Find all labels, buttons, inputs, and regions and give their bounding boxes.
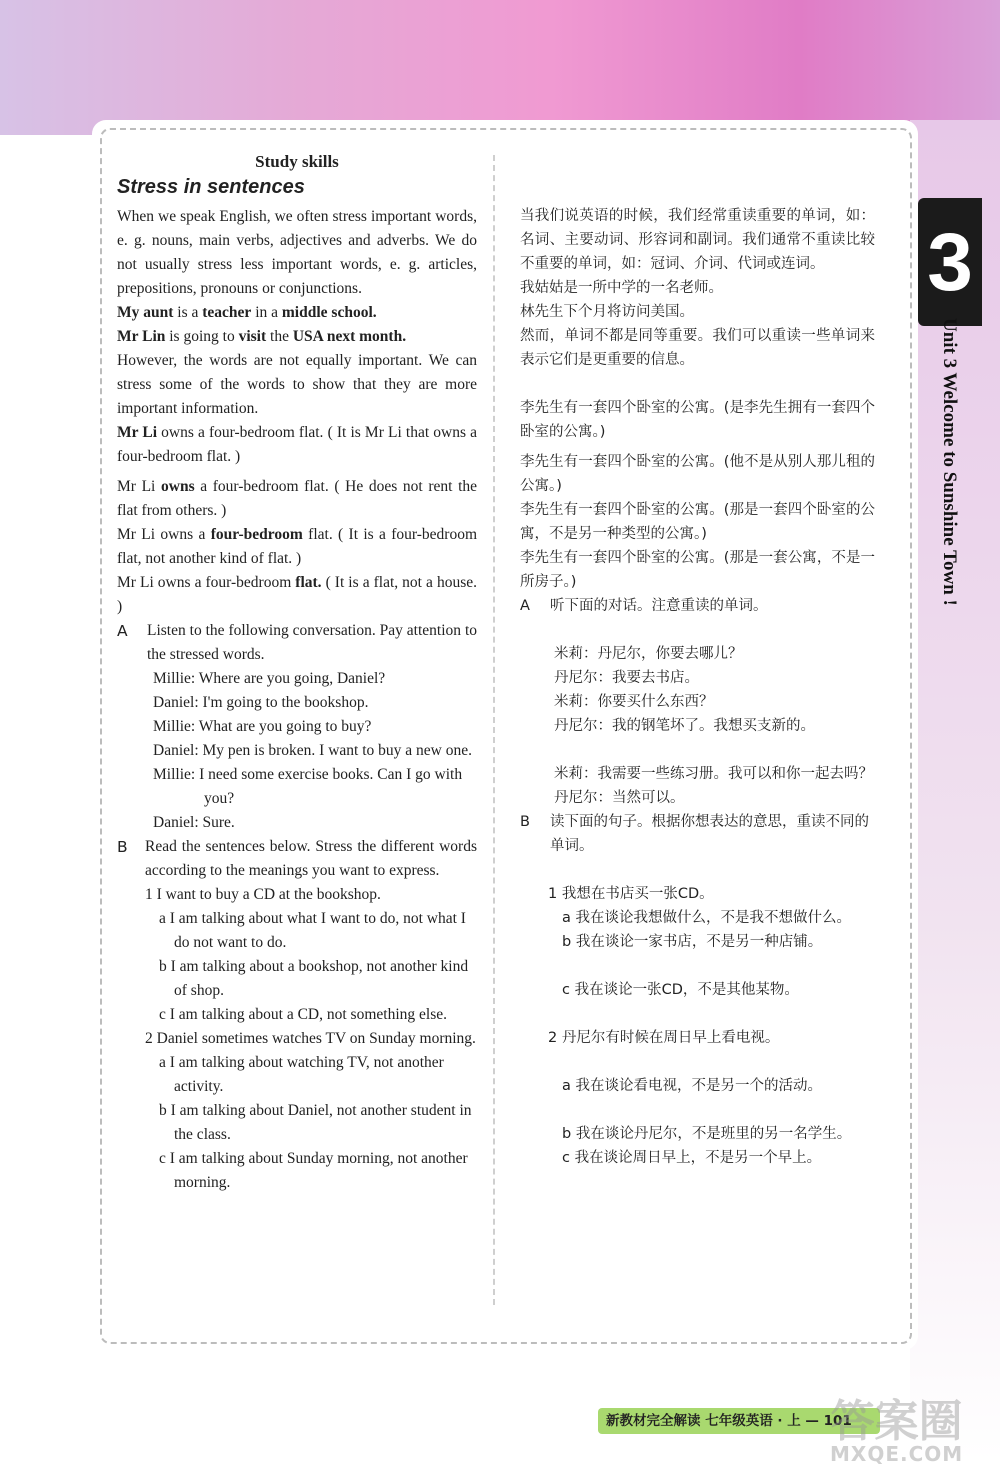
dialogue-line: Daniel: Sure. (153, 814, 235, 831)
study-skills-heading: Study skills (255, 152, 339, 171)
dialogue-translation (554, 642, 875, 810)
sentence-2-translation: 2 丹尼尔有时候在周日早上看电视。 (548, 1030, 780, 1046)
example-2-translation: 林先生下个月将访问美国。 (520, 304, 694, 320)
exercise-b-label: B (520, 814, 530, 830)
dialogue-line: Millie: I need some exercise books. Can I go with you? (153, 766, 463, 807)
dialogue (153, 667, 477, 835)
dialogue-line: 米莉：丹尼尔，你要去哪儿？ (554, 646, 743, 662)
mr-li-example-3: Mr Li owns a four-bedroom flat. ( It is a four-bedroom flat, not another kind of flat. ) (117, 526, 478, 567)
exercise-a-label: A (520, 598, 530, 614)
dialogue-line: 丹尼尔：当然可以。 (554, 790, 685, 806)
sentence-1-option-b: b I am talking about a bookshop, not another kind of shop. (159, 958, 469, 999)
sentence-2-b-translation: b 我在谈论丹尼尔，不是班里的另一名学生。 (562, 1126, 852, 1142)
watermark-url: MXQE.COM (830, 1442, 964, 1466)
sentence-1-option-a: a I am talking about what I want to do, not what I do not want to do. (159, 910, 466, 951)
sentence-1-translation: 1 我想在书店买一张CD。 (548, 886, 714, 902)
sentence-2-c-translation: c 我在谈论周日早上，不是另一个早上。 (562, 1150, 822, 1166)
dialogue-line: Millie: What are you going to buy? (153, 718, 372, 735)
exercise-b-text: Read the sentences below. Stress the different words according to the meanings you want to express. (145, 838, 477, 879)
exercise-a-text: Listen to the following conversation. Pay attention to the stressed words. (147, 622, 477, 663)
mr-li-example-1: Mr Li owns a four-bedroom flat. ( It is Mr Li that owns a four-bedroom flat. ) (117, 424, 477, 465)
sentence-1-b-translation: b 我在谈论一家书店，不是另一种店铺。 (562, 934, 823, 950)
sentence-1-option-c: c I am talking about a CD, not something else. (159, 1006, 447, 1023)
dialogue-line: 丹尼尔：我的钢笔坏了。我想买支新的。 (554, 718, 815, 734)
sentence-2: 2 Daniel sometimes watches TV on Sunday morning. (145, 1030, 476, 1047)
dialogue-line: 米莉：你要买什么东西？ (554, 694, 714, 710)
mr-li-3-translation: 李先生有一套四个卧室的公寓。(那是一套四个卧室的公寓，不是另一种类型的公寓。) (520, 502, 875, 542)
however-translation: 然而，单词不都是同等重要。我们可以重读一些单词来表示它们是更重要的信息。 (520, 328, 875, 368)
sentence-1-a-translation: a 我在谈论我想做什么，不是我不想做什么。 (562, 910, 851, 926)
sentence-2-option-c: c I am talking about Sunday morning, not another morning. (159, 1150, 468, 1191)
dialogue-line: 米莉：我需要一些练习册。我可以和你一起去吗？ (554, 766, 873, 782)
mr-li-2-translation: 李先生有一套四个卧室的公寓。(他不是从别人那儿租的公寓。) (520, 454, 875, 494)
watermark (830, 1396, 964, 1466)
exercise-a-label: A (117, 622, 128, 640)
sentence-2-option-a: a I am talking about watching TV, not another activity. (159, 1054, 444, 1095)
section-title: Stress in sentences (117, 176, 305, 198)
chinese-column (520, 152, 875, 1170)
exercise-a (117, 619, 477, 667)
column-divider (493, 155, 495, 1305)
english-column (117, 152, 477, 1195)
sentence-2-option-b: b I am talking about Daniel, not another student in the class. (159, 1102, 472, 1143)
intro-translation: 当我们说英语的时候，我们经常重读重要的单词，如：名词、主要动词、形容词和副词。我们通常不重读比较不重要的单词，如：冠词、介词、代词或连词。 (520, 208, 875, 272)
exercise-a-translation (520, 594, 875, 618)
dialogue-line: Millie: Where are you going, Daniel? (153, 670, 386, 687)
example-1-translation: 我姑姑是一所中学的一名老师。 (520, 280, 723, 296)
exercise-b-translation-text: 读下面的句子。根据你想表达的意思，重读不同的单词。 (550, 814, 869, 854)
mr-li-4-translation: 李先生有一套四个卧室的公寓。(那是一套公寓，不是一所房子。) (520, 550, 875, 590)
example-sentence-1: My aunt is a teacher in a middle school. (117, 304, 377, 321)
exercise-b-label: B (117, 838, 128, 856)
dialogue-line: Daniel: My pen is broken. I want to buy a new one. (153, 742, 472, 759)
sentence-1-c-translation: c 我在谈论一张CD，不是其他某物。 (562, 982, 799, 998)
mr-li-example-4: Mr Li owns a four-bedroom flat. ( It is a flat, not a house. ) (117, 574, 477, 615)
watermark-logo: 答案圈 (830, 1396, 963, 1447)
however-paragraph: However, the words are not equally important. We can stress some of the words to show that they are more important information. (117, 352, 477, 417)
decorative-top-band (0, 0, 1000, 135)
dialogue-line: Daniel: I'm going to the bookshop. (153, 694, 369, 711)
mr-li-example-2: Mr Li owns a four-bedroom flat. ( He does not rent the flat from others. ) (117, 478, 478, 519)
dialogue-line: 丹尼尔：我要去书店。 (554, 670, 699, 686)
unit-number: 3 (927, 217, 973, 308)
exercise-b-translation (520, 810, 875, 858)
unit-title: Unit 3 Welcome to Sunshine Town ! (939, 318, 960, 606)
exercise-b (117, 835, 477, 883)
intro-paragraph: When we speak English, we often stress important words, e. g. nouns, main verbs, adjectives and adverbs. We do not usually stress less important words, e. g. articles, prepositions, pronouns or conjunctions. (117, 208, 477, 297)
sentence-1: 1 I want to buy a CD at the bookshop. (145, 886, 381, 903)
mr-li-1-translation: 李先生有一套四个卧室的公寓。(是李先生拥有一套四个卧室的公寓。) (520, 400, 875, 440)
example-sentence-2: Mr Lin is going to visit the USA next month. (117, 328, 407, 345)
exercise-a-translation-text: 听下面的对话。注意重读的单词。 (550, 598, 768, 614)
sentence-2-a-translation: a 我在谈论看电视，不是另一个的活动。 (562, 1078, 822, 1094)
footer-book-label: 新教材完全解读 七年级英语 · 上 — 101 (598, 1408, 880, 1434)
